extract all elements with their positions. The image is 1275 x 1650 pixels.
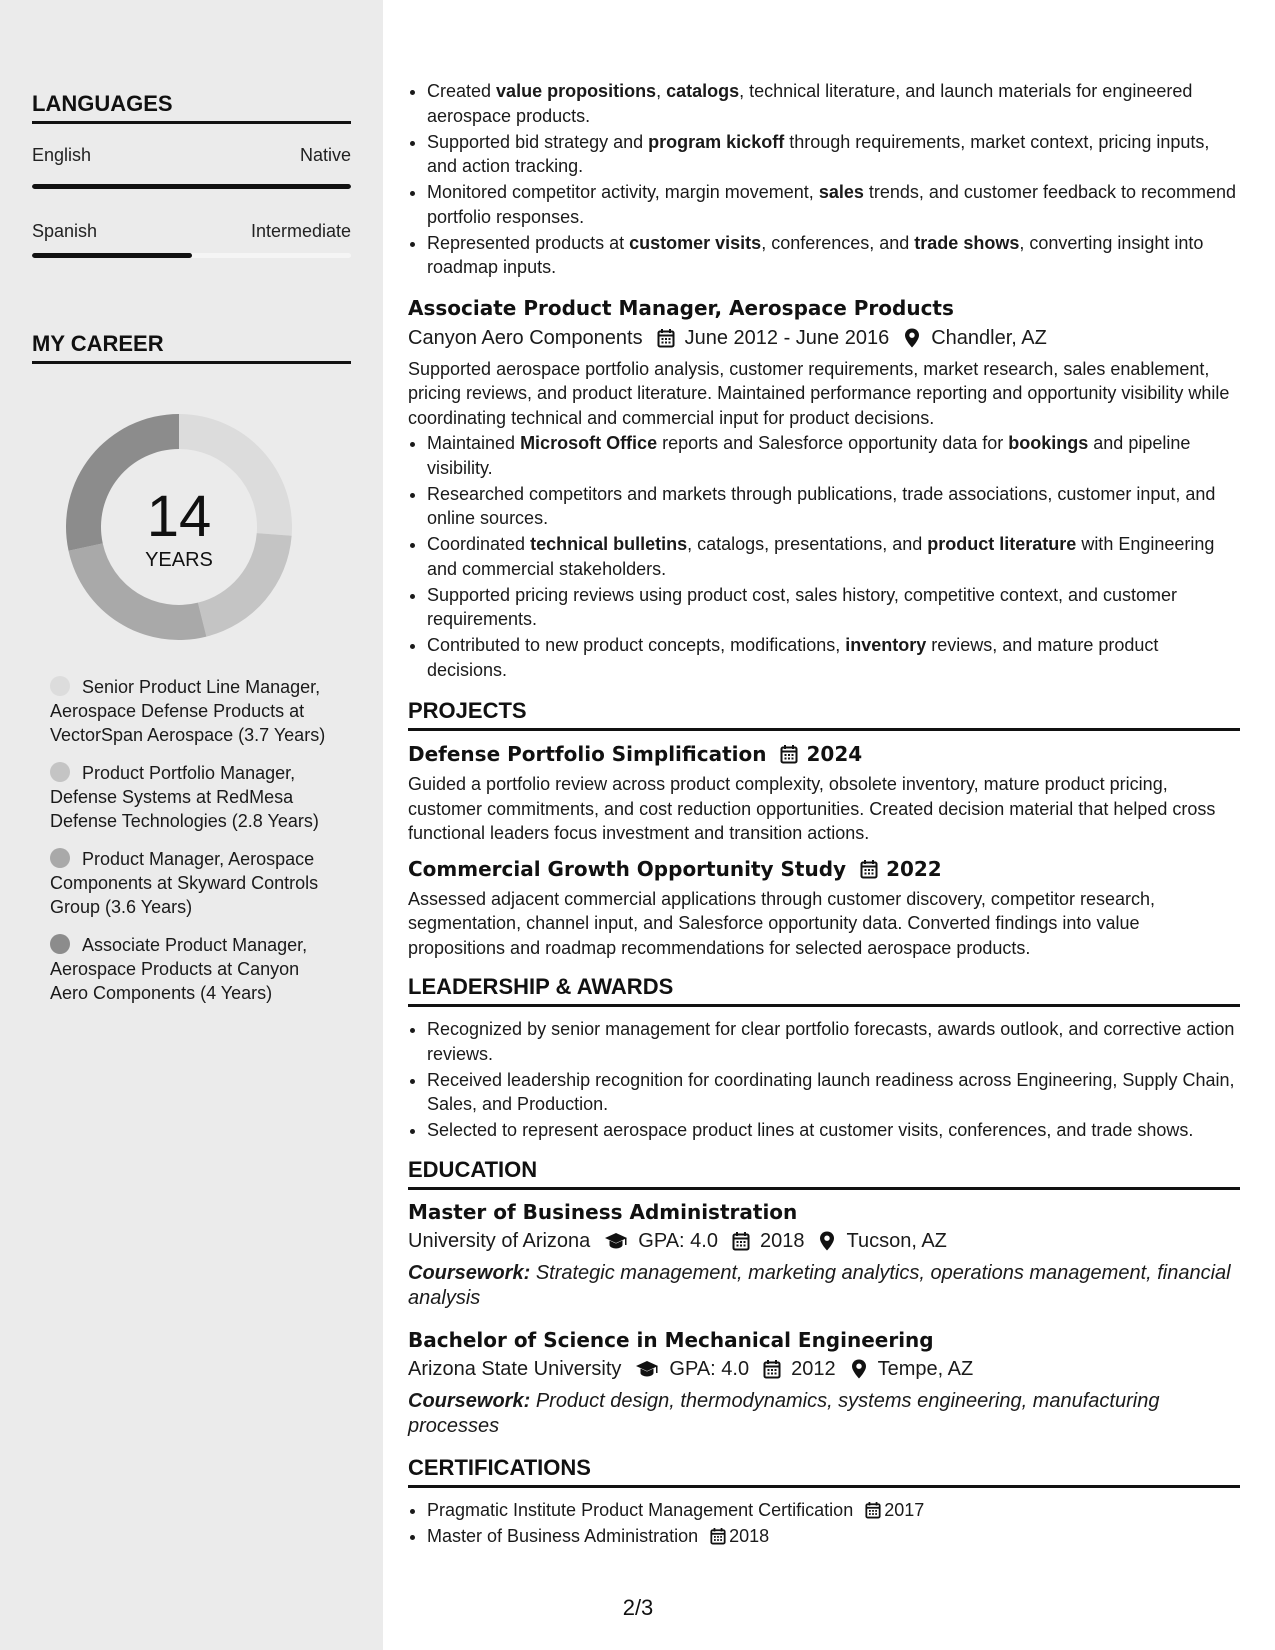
- certifications-heading: CERTIFICATIONS: [408, 1455, 1240, 1488]
- calendar-icon: [657, 328, 675, 348]
- education-meta: [408, 1354, 1240, 1384]
- legend-dot: [50, 762, 70, 782]
- map-pin-icon: [818, 1231, 836, 1251]
- school-name: University of Arizona: [408, 1229, 591, 1252]
- previous-job-bullets: [408, 79, 1240, 280]
- bullet-item: • Coordinated technical bulletins, catalogs, presentations, and product literature with Engineering and commercial stakeholders.: [427, 532, 1240, 581]
- language-level: Intermediate: [250, 221, 351, 241]
- career-legend-label: Senior Product Line Manager, Aerospace Defense Products at VectorSpan Aerospace (3.7 Years): [50, 677, 326, 745]
- project-description: Assessed adjacent commercial applications through customer discovery, competitor research, segmentation, channel input, and Salesforce opportunity data. Converted findings into value propositions and roadmap recommendations for selected aerospace products.: [408, 888, 1155, 958]
- coursework-label: Coursework:: [408, 1261, 531, 1284]
- project-title-row: [408, 855, 1240, 883]
- calendar-icon: [780, 744, 798, 764]
- graduation-year: 2018: [759, 1229, 805, 1252]
- bullet-item: • Researched competitors and markets through publications, trade associations, customer input, and online sources.: [427, 482, 1240, 531]
- career-legend-label: Associate Product Manager, Aerospace Products at Canyon Aero Components (4 Years): [50, 935, 308, 1003]
- certification-name: • Pragmatic Institute Product Management Certification: [427, 1499, 854, 1520]
- language-proficiency-bar: [32, 184, 351, 189]
- job-summary: Supported aerospace portfolio analysis, customer requirements, market research, sales enablement, pricing reviews, and product literature. Maintained performance reporting and opportunity visibility while coordinating technical and commercial input for product decisions.: [408, 358, 1230, 428]
- career-legend-item: [50, 933, 340, 1005]
- sidebar: [0, 0, 383, 1650]
- job-location: Chandler, AZ: [931, 326, 1047, 349]
- bullet-item: • Represented products at customer visits, conferences, and trade shows, converting insight into roadmap inputs.: [427, 231, 1240, 280]
- job-meta: [408, 323, 1240, 353]
- career-legend: [50, 675, 340, 1019]
- certification-year: 2017: [884, 1499, 925, 1520]
- language-row-english: [32, 145, 351, 166]
- certification-year: 2018: [729, 1525, 770, 1546]
- coursework: [408, 1261, 1240, 1311]
- project-title-row: [408, 740, 1240, 768]
- education-heading: EDUCATION: [408, 1157, 1240, 1190]
- leadership-heading: LEADERSHIP & AWARDS: [408, 974, 1240, 1007]
- career-legend-item: [50, 847, 340, 919]
- job-company: Canyon Aero Components: [408, 326, 643, 349]
- leadership-item: • Recognized by senior management for clear portfolio forecasts, awards outlook, and corrective action reviews.: [427, 1017, 1240, 1066]
- graduation-cap-icon: [635, 1359, 659, 1379]
- coursework-text: Product design, thermodynamics, systems engineering, manufacturing processes: [408, 1389, 1160, 1437]
- project-item: [408, 855, 1240, 961]
- calendar-icon: [732, 1231, 750, 1251]
- projects-heading: PROJECTS: [408, 698, 1240, 731]
- coursework-text: Strategic management, marketing analytics, operations management, financial analysis: [408, 1261, 1231, 1309]
- language-proficiency-bar: [32, 253, 351, 258]
- calendar-icon: [763, 1359, 781, 1379]
- map-pin-icon: [850, 1359, 868, 1379]
- bullet-item: • Monitored competitor activity, margin movement, sales trends, and customer feedback to recommend portfolio responses.: [427, 180, 1240, 229]
- map-pin-icon: [903, 328, 921, 348]
- career-years-label: YEARS: [145, 549, 213, 571]
- main-content: [408, 0, 1240, 1550]
- bullet-item: • Supported pricing reviews using product cost, sales history, competitive context, and customer requirements.: [427, 583, 1240, 632]
- degree-title: Bachelor of Science in Mechanical Engineering: [408, 1327, 934, 1352]
- language-name: Spanish: [32, 221, 98, 241]
- education-meta: [408, 1226, 1240, 1256]
- language-row-spanish: [32, 221, 351, 242]
- career-heading: MY CAREER: [32, 331, 351, 364]
- gpa: GPA: 4.0: [638, 1229, 718, 1252]
- bullet-item: • Supported bid strategy and program kickoff through requirements, market context, pricing inputs, and action tracking.: [427, 130, 1240, 179]
- leadership-list: [408, 1017, 1240, 1143]
- bullet-item: • Contributed to new product concepts, modifications, inventory reviews, and mature product decisions.: [427, 633, 1240, 682]
- career-years-number: 14: [146, 484, 212, 549]
- language-proficiency-fill: [32, 253, 192, 258]
- language-level: Native: [299, 145, 351, 165]
- project-title: Defense Portfolio Simplification: [408, 742, 767, 766]
- legend-dot: [50, 848, 70, 868]
- language-proficiency-fill: [32, 184, 351, 189]
- coursework-label: Coursework:: [408, 1389, 531, 1412]
- graduation-cap-icon: [604, 1231, 628, 1251]
- bullet-item: • Maintained Microsoft Office reports and Salesforce opportunity data for bookings and pipeline visibility.: [427, 431, 1240, 480]
- coursework: [408, 1389, 1240, 1439]
- project-item: [408, 740, 1240, 846]
- graduation-year: 2012: [791, 1357, 836, 1380]
- school-location: Tucson, AZ: [846, 1229, 947, 1252]
- project-year: 2022: [886, 856, 942, 881]
- calendar-icon: [710, 1527, 726, 1545]
- career-legend-label: Product Manager, Aerospace Components at Skyward Controls Group (3.6 Years): [50, 849, 319, 917]
- certification-item: [427, 1524, 1240, 1549]
- job-dates: June 2012 - June 2016: [684, 326, 890, 349]
- calendar-icon: [865, 1501, 881, 1519]
- page-number: 2/3: [622, 1595, 654, 1620]
- degree-title: Master of Business Administration: [408, 1199, 798, 1224]
- certification-item: [427, 1498, 1240, 1523]
- leadership-item: • Selected to represent aerospace product lines at customer visits, conferences, and trade shows.: [427, 1118, 1240, 1143]
- project-year: 2024: [806, 742, 863, 766]
- job-title: Associate Product Manager, Aerospace Products: [408, 295, 954, 320]
- project-title: Commercial Growth Opportunity Study: [408, 856, 847, 881]
- education-item: [408, 1326, 1240, 1439]
- career-legend-item: [50, 675, 340, 747]
- languages-heading: LANGUAGES: [32, 91, 351, 124]
- leadership-item: • Received leadership recognition for coordinating launch readiness across Engineering, Supply Chain, Sales, and Production.: [427, 1068, 1240, 1117]
- certifications-list: [408, 1498, 1240, 1549]
- project-description: Guided a portfolio review across product complexity, obsolete inventory, mature product pricing, customer commitments, and cost reduction opportunities. Created decision material that helped cross functional leaders focus investment and transition actions.: [408, 774, 1216, 843]
- gpa: GPA: 4.0: [669, 1357, 750, 1380]
- school-name: Arizona State University: [408, 1357, 622, 1380]
- legend-dot: [50, 934, 70, 954]
- language-name: English: [32, 145, 92, 165]
- certification-name: • Master of Business Administration: [427, 1525, 699, 1546]
- calendar-icon: [860, 859, 878, 879]
- school-location: Tempe, AZ: [877, 1357, 974, 1380]
- job-bullets: [408, 431, 1240, 682]
- legend-dot: [50, 676, 70, 696]
- bullet-item: • Created value propositions, catalogs, technical literature, and launch materials for engineered aerospace products.: [427, 79, 1240, 128]
- career-legend-item: [50, 761, 340, 833]
- education-item: [408, 1198, 1240, 1311]
- career-legend-label: Product Portfolio Manager, Defense Systems at RedMesa Defense Technologies (2.8 Years): [50, 763, 319, 831]
